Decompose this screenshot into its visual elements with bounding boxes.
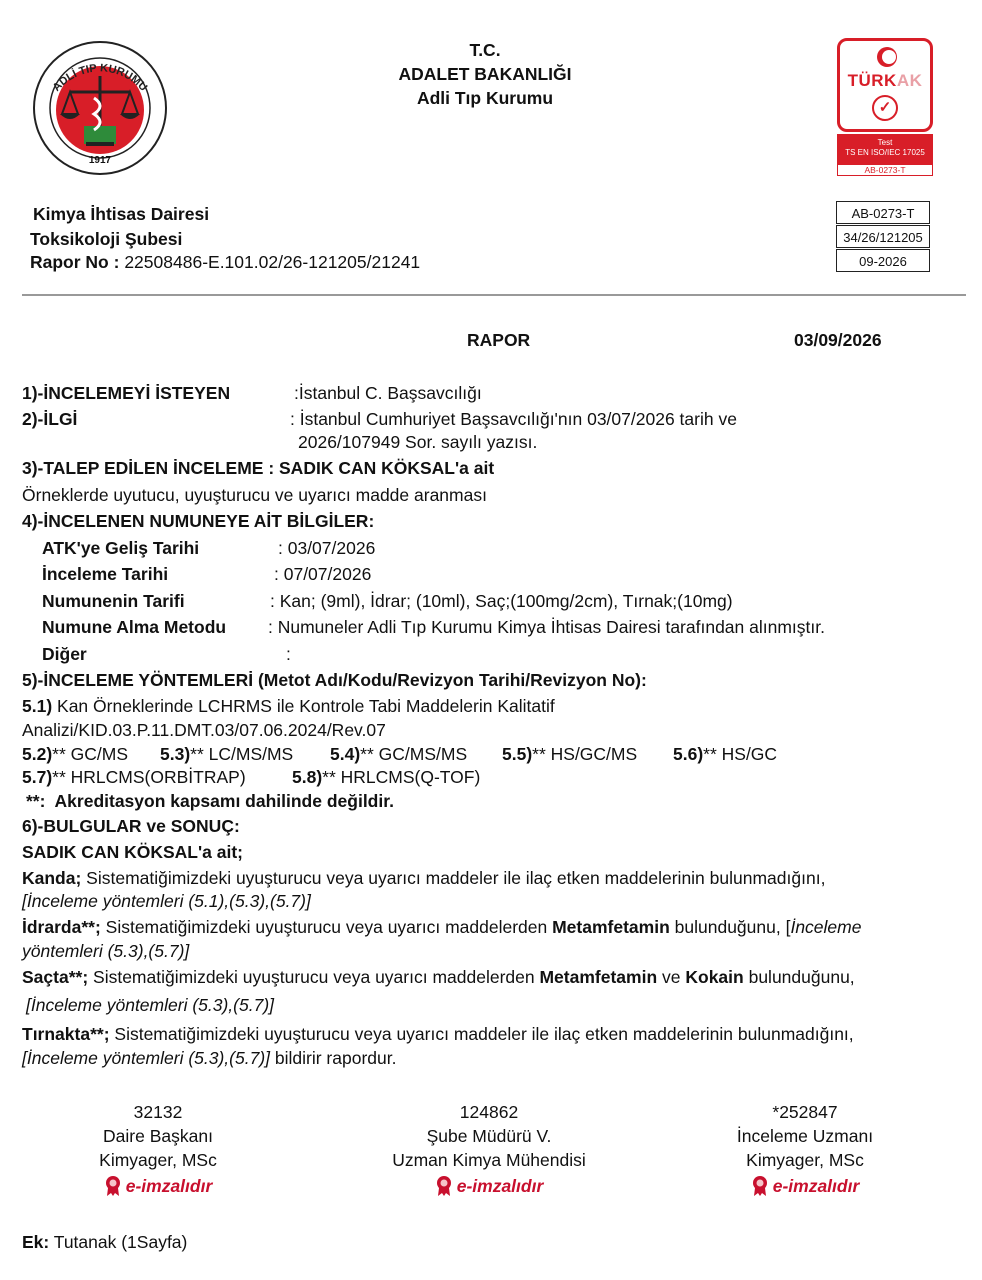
- finding-text: Sistematiğimizdeki uyuşturucu veya uyarıcı maddeler ile ilaç etken maddelerinin bulunmadığını,: [81, 868, 826, 888]
- method-text: ** HRLCMS(Q-TOF): [322, 767, 481, 787]
- method-5-5: [502, 744, 637, 765]
- report-number-line: [30, 252, 420, 273]
- method-5-3: [160, 744, 293, 765]
- method-5-1: [22, 696, 555, 717]
- accreditation-note: [26, 791, 394, 812]
- method-num: 5.1): [22, 696, 53, 716]
- finding-ref: İnceleme: [790, 917, 862, 937]
- method-num: 5.6): [673, 744, 704, 764]
- method-num: 5.2): [22, 744, 53, 764]
- finding-drug: Kokain: [685, 967, 744, 987]
- s2-value-1: : İstanbul Cumhuriyet Başsavcılığı'nın 03/07/2026 tarih ve: [290, 409, 737, 429]
- e-signature-text: e-imzalıdır: [456, 1176, 544, 1196]
- finding-ref: [İnceleme yöntemleri (5.1),(5.3),(5.7)]: [22, 891, 311, 911]
- e-signature-text: e-imzalıdır: [772, 1176, 860, 1196]
- s4-row-label: Numune Alma Metodu: [42, 617, 227, 637]
- turkak-code: AB-0273-T: [837, 164, 933, 176]
- crescent-star-icon: [877, 47, 897, 67]
- s4-row-value: : 07/07/2026: [274, 564, 372, 584]
- method-5-1-code: Analizi/KID.03.P.11.DMT.03/07.06.2024/Rev.07: [22, 720, 386, 740]
- attachment-line: [22, 1232, 187, 1253]
- method-5-8: [292, 767, 480, 788]
- finding-text: Sistematiğimizdeki uyuşturucu veya uyarıcı maddelerden: [88, 967, 540, 987]
- method-5-6: [673, 744, 777, 765]
- seal-icon: [751, 1175, 769, 1197]
- header-line-1: T.C.: [469, 40, 501, 60]
- signature-id: 32132: [133, 1102, 183, 1122]
- method-text: ** HS/GC/MS: [532, 744, 638, 764]
- id-box-1: AB-0273-T: [836, 201, 930, 224]
- dept-line-2: Toksikoloji Şubesi: [30, 229, 183, 249]
- signature-title: Daire Başkanı: [103, 1126, 213, 1146]
- s3-label: 3)-TALEP EDİLEN İNCELEME : SADIK CAN KÖKSAL'a ait: [22, 458, 495, 478]
- attachment-value: Tutanak (1Sayfa): [49, 1232, 188, 1252]
- turkak-brand-b: AK: [896, 71, 923, 90]
- finding-sacta: [22, 967, 855, 988]
- finding-text: Sistematiğimizdeki uyuşturucu veya uyarıcı maddeler ile ilaç etken maddelerinin bulunmadığını,: [109, 1024, 854, 1044]
- id-box-3: 09-2026: [836, 249, 930, 272]
- s4-row-label: Diğer: [42, 644, 87, 664]
- finding-label: Tırnakta**;: [22, 1024, 110, 1044]
- method-num: 5.4): [330, 744, 361, 764]
- method-num: 5.8): [292, 767, 323, 787]
- report-number-label: Rapor No :: [30, 252, 120, 272]
- s4-label: 4)-İNCELENEN NUMUNEYE AİT BİLGİLER:: [22, 511, 375, 531]
- finding-ref: [İnceleme yöntemleri (5.3),(5.7)]: [22, 1048, 271, 1068]
- e-signature-stamp: [435, 1174, 544, 1198]
- signature-block: [720, 1100, 890, 1203]
- s4-row-value: : Numuneler Adli Tıp Kurumu Kimya İhtisas Dairesi tarafından alınmıştır.: [268, 617, 825, 637]
- method-text: ** GC/MS: [52, 744, 129, 764]
- s3-text: Örneklerde uyutucu, uyuşturucu ve uyarıcı madde aranması: [22, 485, 487, 505]
- report-title: RAPOR: [467, 330, 531, 350]
- s4-row-value: : Kan; (9ml), İdrar; (10ml), Saç;(100mg/2cm), Tırnak;(10mg): [270, 591, 733, 611]
- finding-label: Kanda;: [22, 868, 82, 888]
- turkak-standard: TS EN ISO/IEC 17025: [845, 148, 925, 157]
- document-header: [330, 38, 640, 110]
- s6-subject: SADIK CAN KÖKSAL'a ait;: [22, 842, 243, 862]
- finding-kanda: [22, 868, 825, 889]
- signature-role: Uzman Kimya Mühendisi: [392, 1150, 586, 1170]
- s4-row-label: ATK'ye Geliş Tarihi: [42, 538, 200, 558]
- id-box-2: 34/26/121205: [836, 225, 930, 248]
- seal-icon: [104, 1175, 122, 1197]
- finding-ref: [İnceleme yöntemleri (5.3),(5.7)]: [26, 995, 275, 1015]
- s4-row-value: :: [286, 644, 291, 664]
- finding-drug: Metamfetamin: [539, 967, 658, 987]
- signature-block: [78, 1100, 238, 1203]
- note-mark: **:: [26, 791, 46, 811]
- report-date: 03/09/2026: [794, 330, 882, 350]
- finding-text: ve: [657, 967, 686, 987]
- signature-role: Kimyager, MSc: [746, 1150, 864, 1170]
- s4-row-label: Numunenin Tarifi: [42, 591, 185, 611]
- signature-title: Şube Müdürü V.: [426, 1126, 552, 1146]
- e-signature-text: e-imzalıdır: [125, 1176, 213, 1196]
- svg-text:ADLİ TIP KURUMU: [51, 62, 150, 93]
- seal-icon: [435, 1175, 453, 1197]
- turkak-test: Test: [877, 138, 893, 147]
- note-text: Akreditasyon kapsamı dahilinde değildir.: [54, 791, 394, 811]
- turkak-brand-a: TÜRK: [847, 71, 897, 90]
- signature-title: İnceleme Uzmanı: [736, 1126, 874, 1146]
- logo-arc-text: ADLİ TIP KURUMU: [50, 62, 150, 94]
- method-num: 5.5): [502, 744, 533, 764]
- s6-label: 6)-BULGULAR ve SONUÇ:: [22, 816, 240, 836]
- s1-value: :İstanbul C. Başsavcılığı: [294, 383, 482, 403]
- method-5-7: [22, 767, 246, 788]
- s2-label: 2)-İLGİ: [22, 409, 78, 429]
- header-divider: [22, 294, 966, 296]
- method-text: ** HRLCMS(ORBİTRAP): [52, 767, 246, 787]
- adli-tip-logo: [30, 38, 170, 178]
- finding-ref-line: [22, 1048, 396, 1069]
- signature-role: Kimyager, MSc: [99, 1150, 217, 1170]
- s4-row-label: İnceleme Tarihi: [42, 564, 169, 584]
- s4-row-value: : 03/07/2026: [278, 538, 376, 558]
- e-signature-stamp: [751, 1174, 860, 1198]
- finding-text: bulunduğunu, [: [669, 917, 791, 937]
- finding-ref: yöntemleri (5.3),(5.7)]: [22, 941, 190, 961]
- turkak-logo: [837, 38, 935, 178]
- finding-drug: Metamfetamin: [552, 917, 670, 937]
- finding-tirnakta: [22, 1024, 854, 1045]
- finding-tail: bildirir rapordur.: [270, 1048, 397, 1068]
- attachment-label: Ek:: [22, 1232, 50, 1252]
- method-5-2: [22, 744, 128, 765]
- method-5-4: [330, 744, 467, 765]
- report-number: 22508486-E.101.02/26-121205/21241: [124, 252, 421, 272]
- method-text: Kan Örneklerinde LCHRMS ile Kontrole Tabi Maddelerin Kalitatif: [52, 696, 555, 716]
- finding-label: Saçta**;: [22, 967, 89, 987]
- method-num: 5.7): [22, 767, 53, 787]
- s5-label: 5)-İNCELEME YÖNTEMLERİ (Metot Adı/Kodu/Revizyon Tarihi/Revizyon No):: [22, 670, 647, 690]
- header-line-2: ADALET BAKANLIĞI: [398, 64, 572, 84]
- method-text: ** HS/GC: [703, 744, 778, 764]
- signature-id: *252847: [772, 1102, 838, 1122]
- dept-line-1: Kimya İhtisas Dairesi: [33, 204, 210, 224]
- signature-id: 124862: [459, 1102, 519, 1122]
- check-circle-icon: ✓: [872, 95, 898, 121]
- finding-text: bulunduğunu,: [743, 967, 855, 987]
- method-text: ** GC/MS/MS: [360, 744, 468, 764]
- finding-label: İdrarda**;: [22, 917, 101, 937]
- method-text: ** LC/MS/MS: [190, 744, 294, 764]
- logo-year: 1917: [88, 155, 112, 166]
- header-line-3: Adli Tıp Kurumu: [416, 88, 554, 108]
- e-signature-stamp: [104, 1174, 213, 1198]
- s2-value-2: 2026/107949 Sor. sayılı yazısı.: [298, 432, 538, 452]
- method-num: 5.3): [160, 744, 191, 764]
- signature-block: [374, 1100, 604, 1203]
- finding-text: Sistematiğimizdeki uyuşturucu veya uyarıcı maddelerden: [100, 917, 553, 937]
- s1-label: 1)-İNCELEMEYİ İSTEYEN: [22, 383, 231, 403]
- finding-idrarda: [22, 917, 861, 938]
